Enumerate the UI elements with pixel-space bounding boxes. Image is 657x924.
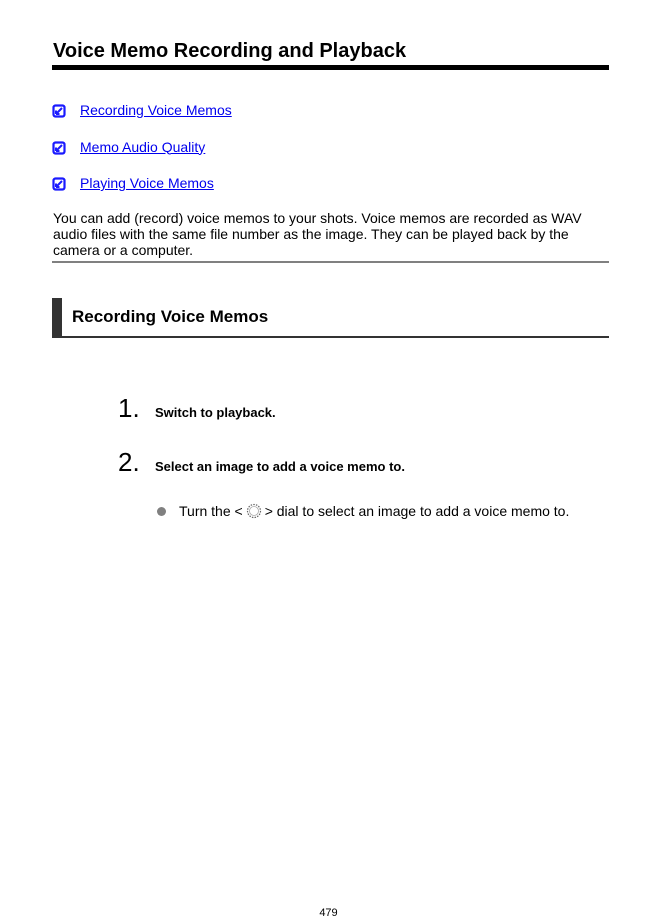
bullet-item [157, 503, 569, 519]
checkbox-arrow-icon [52, 177, 66, 191]
section-bar [52, 298, 62, 338]
toc-item [52, 175, 232, 212]
section-heading: Recording Voice Memos [72, 307, 269, 326]
intro-rule [52, 261, 609, 263]
page-number: 479 [319, 907, 338, 919]
section-rule [52, 336, 609, 338]
toc-link-playing-voice-memos[interactable]: Playing Voice Memos [80, 175, 214, 191]
step-number: 1. [118, 393, 140, 423]
checkbox-arrow-icon [52, 141, 66, 155]
toc-link-recording-voice-memos[interactable]: Recording Voice Memos [80, 102, 232, 118]
bullet-text-before: Turn the < [179, 503, 243, 519]
toc-link-memo-audio-quality[interactable]: Memo Audio Quality [80, 138, 206, 155]
quick-control-dial-icon [246, 503, 262, 519]
page-title: Voice Memo Recording and Playback [53, 40, 407, 62]
title-rule [52, 65, 609, 70]
intro-paragraph: You can add (record) voice memos to your shots. Voice memos are recorded as WAV audio files with the same file number as the image. They can be played back by the camera or a computer. [53, 210, 582, 258]
step-2 [118, 447, 405, 478]
step-text: Select an image to add a voice memo to. [155, 459, 405, 474]
toc-item [52, 139, 232, 176]
step-text: Switch to playback. [155, 405, 276, 420]
bullet-text-after: > dial to select an image to add a voice memo to. [264, 503, 570, 519]
bullet-dot-icon [157, 507, 166, 516]
step-1 [118, 393, 276, 424]
toc-item [52, 102, 232, 139]
table-of-contents [52, 102, 232, 212]
step-number: 2. [118, 447, 140, 477]
section-header [52, 298, 609, 338]
checkbox-arrow-icon [52, 104, 66, 118]
